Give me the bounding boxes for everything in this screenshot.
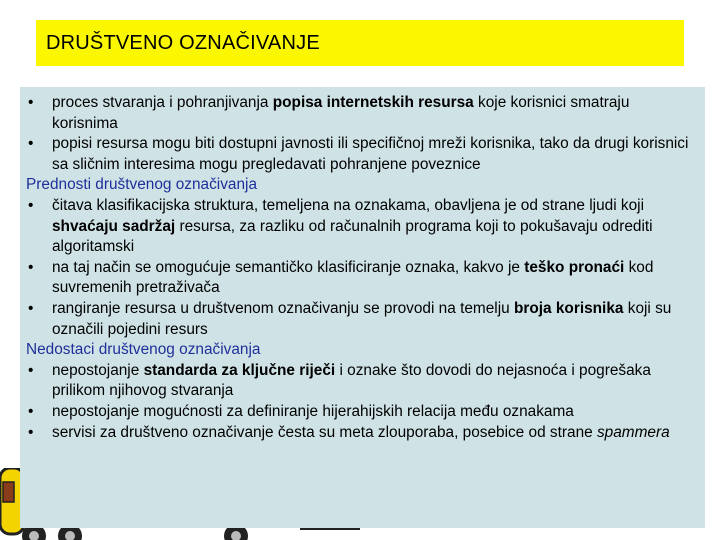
slide-title: DRUŠTVENO OZNAČIVANJE <box>46 32 320 54</box>
intro-bullet-1: • proces stvaranja i pohranjivanja popisa internetskih resursa koje korisnici smatraju korisnima <box>26 93 691 134</box>
disadvantage-item-3: • servisi za društveno označivanje česta su meta zlouporaba, posebice od strane spammera <box>26 423 691 444</box>
advantage-item-2: • na taj način se omogućuje semantičko klasificiranje oznaka, kakvo je teško pronaći kod suvremenih pretraživača <box>26 258 691 299</box>
disadvantages-heading: Nedostaci društvenog označivanja <box>26 341 261 359</box>
disadvantage-item-1: • nepostojanje standarda za ključne riječi i oznake što dovodi do nejasnoća i pogrešaka prilikom njihovog stvaranja <box>26 361 691 402</box>
disadvantage-item-2: • nepostojanje mogućnosti za definiranje hijerahijskih relacija među oznakama <box>26 402 691 423</box>
advantage-item-1: • čitava klasifikacijska struktura, temeljena na oznakama, obavljena je od strane ljudi koji shvaćaju sadržaj resursa, za razliku od računalnih programa koji to pokušavaju odrediti algoritamski <box>26 196 691 258</box>
content-box <box>20 87 705 528</box>
title-bar <box>36 20 684 66</box>
advantages-heading: Prednosti društvenog označivanja <box>26 176 258 194</box>
intro-bullet-2: • popisi resursa mogu biti dostupni javnosti ili specifičnoj mreži korisnika, tako da drugi korisnici sa sličnim interesima mogu pregledavati pohranjene poveznice <box>26 134 691 175</box>
advantage-item-3: • rangiranje resursa u društvenom označivanju se provodi na temelju broja korisnika koji su označili pojedini resurs <box>26 299 691 340</box>
